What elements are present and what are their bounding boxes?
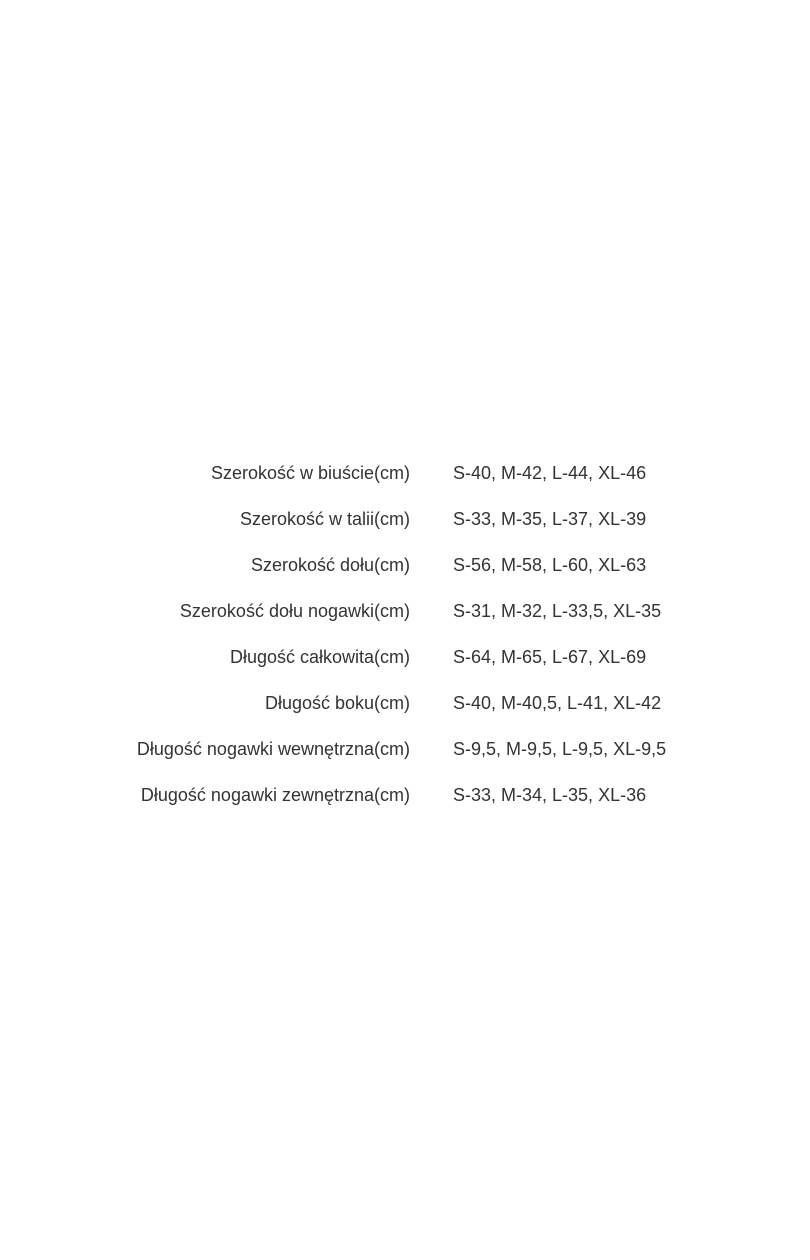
table-row — [0, 646, 810, 692]
measurement-label: Szerokość w talii(cm) — [239, 509, 410, 529]
measurement-label: Szerokość w biuście(cm) — [210, 463, 410, 483]
table-row — [0, 600, 810, 646]
measurement-value: S-33, M-35, L-37, XL-39 — [453, 509, 647, 529]
table-row — [0, 784, 810, 830]
size-chart-table — [0, 462, 810, 830]
measurement-label: Długość nogawki zewnętrzna(cm) — [140, 785, 410, 805]
table-row — [0, 738, 810, 784]
table-row — [0, 692, 810, 738]
measurement-value: S-40, M-40,5, L-41, XL-42 — [453, 693, 662, 713]
measurement-value: S-9,5, M-9,5, L-9,5, XL-9,5 — [453, 739, 667, 759]
measurement-value: S-64, M-65, L-67, XL-69 — [453, 647, 647, 667]
measurement-label: Szerokość dołu nogawki(cm) — [179, 601, 410, 621]
measurement-value: S-40, M-42, L-44, XL-46 — [453, 463, 647, 483]
measurement-value: S-31, M-32, L-33,5, XL-35 — [453, 601, 662, 621]
table-row — [0, 462, 810, 508]
measurement-label: Długość całkowita(cm) — [229, 647, 410, 667]
measurement-label: Szerokość dołu(cm) — [250, 555, 410, 575]
table-row — [0, 554, 810, 600]
table-row — [0, 508, 810, 554]
measurement-value: S-33, M-34, L-35, XL-36 — [453, 785, 647, 805]
measurement-value: S-56, M-58, L-60, XL-63 — [453, 555, 647, 575]
measurement-label: Długość nogawki wewnętrzna(cm) — [136, 739, 410, 759]
measurement-label: Długość boku(cm) — [264, 693, 410, 713]
